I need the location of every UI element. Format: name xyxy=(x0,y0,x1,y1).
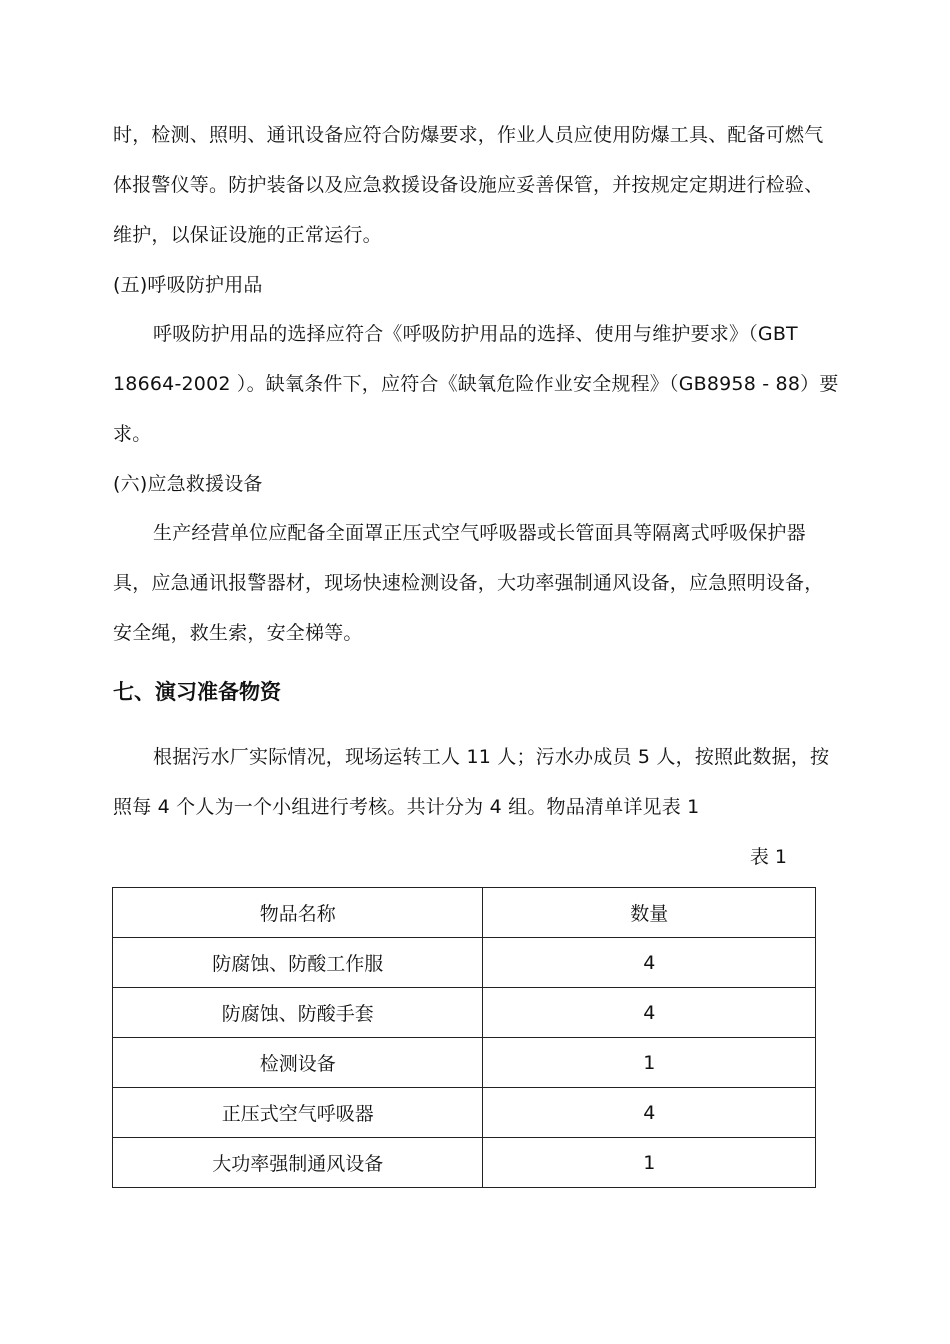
subsection-title: (五)呼吸防护用品 xyxy=(113,274,263,296)
materials-table xyxy=(112,887,816,1188)
table-row xyxy=(113,1038,816,1088)
quantity-cell: 4 xyxy=(483,938,816,988)
paragraph-line: 呼吸防护用品的选择应符合《呼吸防护用品的选择、使用与维护要求》（GBT xyxy=(153,323,798,345)
table-row xyxy=(113,1138,816,1188)
subsection-title: (六)应急救援设备 xyxy=(113,473,263,495)
paragraph-line: 18664-2002 ）。缺氧条件下，应符合《缺氧危险作业安全规程》（GB8958 - 88）要 xyxy=(113,373,839,395)
quantity-cell: 4 xyxy=(483,1088,816,1138)
table-row xyxy=(113,938,816,988)
paragraph-line: 照每 4 个人为一个小组进行考核。共计分为 4 组。物品清单详见表 1 xyxy=(113,796,700,818)
paragraph-line: 求。 xyxy=(113,423,152,445)
item-name-cell: 防腐蚀、防酸手套 xyxy=(113,988,483,1038)
paragraph-line: 维护，以保证设施的正常运行。 xyxy=(113,224,382,246)
column-header-quantity: 数量 xyxy=(483,888,816,938)
quantity-cell: 1 xyxy=(483,1138,816,1188)
quantity-cell: 1 xyxy=(483,1038,816,1088)
item-name-cell: 防腐蚀、防酸工作服 xyxy=(113,938,483,988)
paragraph-line: 根据污水厂实际情况，现场运转工人 11 人；污水办成员 5 人，按照此数据，按 xyxy=(153,746,830,768)
item-name-cell: 大功率强制通风设备 xyxy=(113,1138,483,1188)
section-heading: 七、演习准备物资 xyxy=(113,680,281,704)
paragraph-line: 安全绳，救生索，安全梯等。 xyxy=(113,622,363,644)
paragraph-line: 生产经营单位应配备全面罩正压式空气呼吸器或长管面具等隔离式呼吸保护器 xyxy=(153,522,806,544)
table-row xyxy=(113,1088,816,1138)
paragraph-line: 时，检测、照明、通讯设备应符合防爆要求，作业人员应使用防爆工具、配备可燃气 xyxy=(113,124,824,146)
table-row xyxy=(113,988,816,1038)
table-header-row xyxy=(113,888,816,938)
column-header-item-name: 物品名称 xyxy=(113,888,483,938)
quantity-cell: 4 xyxy=(483,988,816,1038)
paragraph-line: 具，应急通讯报警器材，现场快速检测设备，大功率强制通风设备，应急照明设备， xyxy=(113,572,824,594)
item-name-cell: 正压式空气呼吸器 xyxy=(113,1088,483,1138)
item-name-cell: 检测设备 xyxy=(113,1038,483,1088)
table-caption: 表 1 xyxy=(749,846,787,868)
paragraph-line: 体报警仪等。防护装备以及应急救援设备设施应妥善保管，并按规定定期进行检验、 xyxy=(113,174,824,196)
